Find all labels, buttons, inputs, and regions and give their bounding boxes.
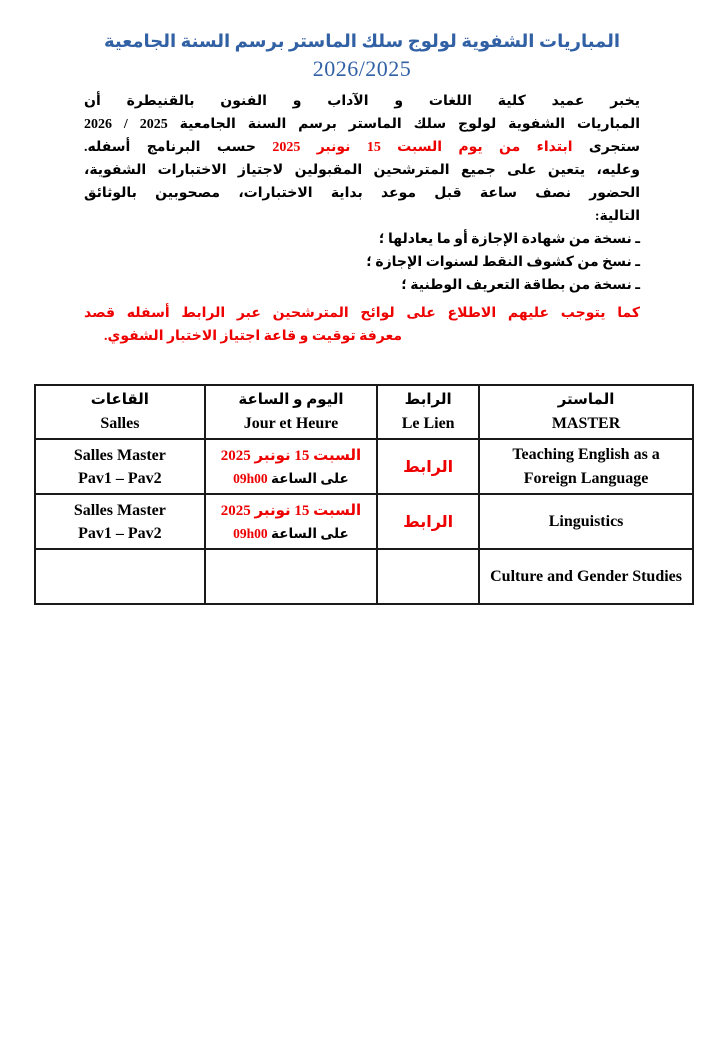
title-line-1: المباريات الشفوية لولوج سلك الماستر برسم السنة الجامعية: [103, 31, 621, 51]
cell-date-time: [205, 439, 377, 494]
column-header-lien: [377, 385, 479, 439]
notice-line: [84, 302, 640, 325]
announcement-body: [84, 90, 640, 348]
exam-time: [210, 468, 372, 489]
cell-salles: [35, 549, 205, 604]
column-header-latin-label: Le Lien: [401, 415, 455, 432]
text-segment: يخبر عميد كلية اللغات و الآداب و الفنون بالقنيطرة أن: [84, 94, 640, 109]
cell-master-name: Teaching English as a Foreign Language: [479, 439, 693, 494]
text-segment: ستجرى: [572, 140, 640, 155]
salles-line: Salles Master: [73, 446, 166, 464]
cell-link: [377, 549, 479, 604]
column-header-arabic-label: اليوم و الساعة: [238, 392, 344, 408]
paragraph-line: [84, 159, 640, 182]
list-item: [84, 251, 640, 274]
paragraph-line: [84, 136, 640, 159]
exam-date: السبت 15 نونبر 2025: [220, 502, 362, 519]
time-value: 09h00: [233, 470, 268, 486]
notice-line: [84, 325, 640, 348]
list-item: [84, 228, 640, 251]
text-segment: ـ نسخ من كشوف النقط لسنوات الإجازة ؛: [366, 255, 640, 270]
exam-time: [210, 523, 372, 544]
column-header-arabic-label: القاعات: [90, 392, 149, 408]
paragraph-line: [84, 113, 640, 136]
cell-link[interactable]: [377, 494, 479, 549]
paragraph-line: [84, 90, 640, 113]
text-segment: المباريات الشفوية لولوج سلك الماستر برسم السنة الجامعية 2025 / 2026: [84, 117, 641, 132]
column-header-arabic-label: الماستر: [557, 392, 615, 408]
text-segment: التالية:: [594, 209, 640, 224]
salles-line: Pav1 – Pav2: [78, 469, 162, 487]
column-header-latin-label: MASTER: [551, 415, 621, 432]
column-header-arabic-label: الرابط: [404, 392, 452, 408]
text-segment: حسب البرنامج أسفله.: [84, 140, 273, 155]
text-segment: الحضور نصف ساعة قبل موعد بداية الاختبارات، مصحوبين بالوثائق: [84, 186, 640, 201]
cell-date-time: [205, 549, 377, 604]
column-header-jour-heure: [205, 385, 377, 439]
cell-master-name: Linguistics: [479, 494, 693, 549]
cell-link[interactable]: [377, 439, 479, 494]
document-page: [0, 28, 724, 1052]
paragraph-line: [84, 205, 640, 228]
table-row: [35, 439, 693, 494]
column-header-salles: [35, 385, 205, 439]
column-header-latin-label: Salles: [100, 415, 140, 432]
text-segment: ـ نسخة من شهادة الإجازة أو ما يعادلها ؛: [378, 232, 640, 247]
time-prefix: على الساعة: [267, 525, 349, 541]
highlighted-text-segment: معرفة توقيت و قاعة اجتياز الاختبار الشفوي.: [104, 329, 403, 344]
table-header-row: [35, 385, 693, 439]
cell-salles: [35, 494, 205, 549]
title-line-2: 2026/2025: [312, 56, 412, 81]
time-value: 09h00: [233, 525, 268, 541]
candidates-list-link[interactable]: الرابط: [403, 513, 454, 531]
document-title: [0, 28, 724, 84]
text-segment: ـ نسخة من بطاقة التعريف الوطنية ؛: [401, 278, 640, 293]
cell-salles: [35, 439, 205, 494]
cell-date-time: [205, 494, 377, 549]
candidates-list-link[interactable]: الرابط: [403, 458, 454, 476]
salles-line: Pav1 – Pav2: [78, 524, 162, 542]
list-item: [84, 274, 640, 297]
column-header-latin-label: Jour et Heure: [243, 415, 339, 432]
highlighted-text-segment: كما يتوجب عليهم الاطلاع على لوائح المترشحين عبر الرابط أسفله قصد: [84, 306, 640, 321]
time-prefix: على الساعة: [267, 470, 349, 486]
table-row: [35, 494, 693, 549]
column-header-master: [479, 385, 693, 439]
exam-schedule-table: [34, 384, 694, 605]
paragraph-line: [84, 182, 640, 205]
salles-line: Salles Master: [73, 501, 166, 519]
table-row: [35, 549, 693, 604]
exam-date: السبت 15 نونبر 2025: [220, 447, 362, 464]
text-segment: وعليه، يتعين على جميع المترشحين المقبولين لاجتياز الاختبارات الشفوية،: [84, 163, 640, 178]
highlighted-text-segment: ابتداء من يوم السبت 15 نونبر 2025: [272, 140, 573, 155]
cell-master-name: Culture and Gender Studies: [479, 549, 693, 604]
